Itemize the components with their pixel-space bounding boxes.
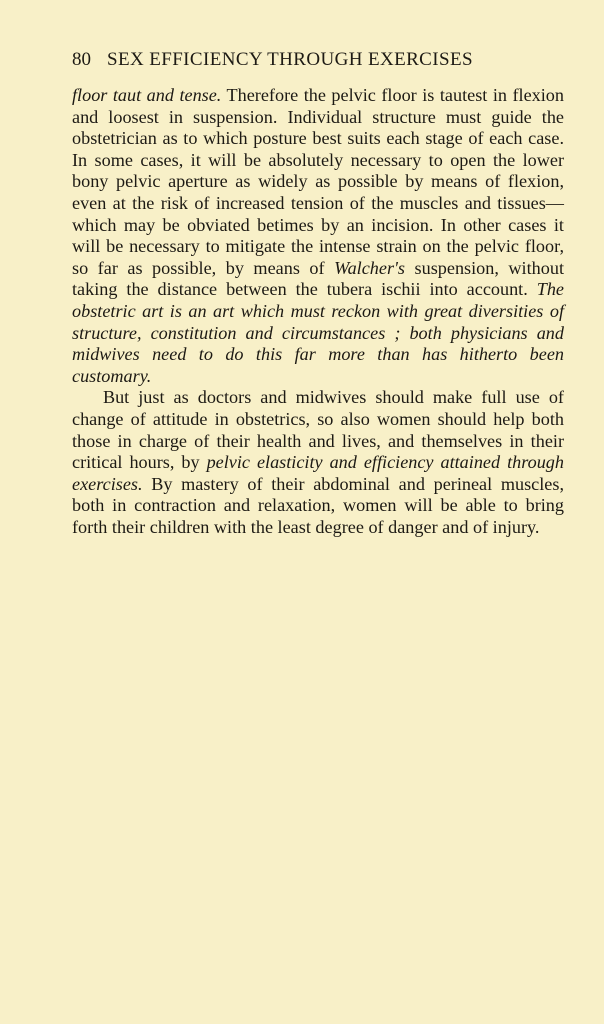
book-page [72, 46, 564, 538]
italic-text-run: pelvic elasticity and efficiency attained through exercises. [72, 452, 564, 494]
italic-text-run: Walcher's [334, 257, 406, 278]
italic-text-run: floor taut and tense. [72, 85, 222, 105]
text-run: suspension, without taking the distance between the tubera ischii into account. [72, 257, 564, 300]
text-run: But just as doctors and midwives should make full use of change of attitude in obstetrics, so also women should help both those in charge of their health and lives, and themselves in their critical hours, by [72, 387, 564, 473]
text-run: By mastery of their abdominal and perineal muscles, both in contraction and relaxation, women will be able to bring forth their children with the least degree of danger and of injury. [72, 473, 564, 537]
text-run: Therefore the pelvic floor is tautest in flexion and loosest in suspension. Individual structure must guide the obstetrician as to which posture best suits each stage of each case. In some cases, it will be absolutely necessary to open the lower bony pelvic aperture as widely as possible by means of flexion, even at the risk of increased tension of the muscles and tissues—which may be obviated betimes by an incision. In other cases it will be necessary to mitigate the intense strain on the pelvic floor, so far as possible, by means of [72, 85, 564, 278]
paragraph [72, 85, 564, 387]
body-text [72, 85, 564, 538]
running-title: SEX EFFICIENCY THROUGH EXERCISES [107, 49, 473, 70]
running-head [72, 46, 564, 74]
italic-text-run: The obstetric art is an art which must reckon with great diversities of structure, constitution and circumstances ; both physicians and midwives need to do this far more than has hitherto been customary. [72, 279, 564, 386]
page-number: 80 [72, 49, 91, 70]
paragraph [72, 387, 564, 538]
